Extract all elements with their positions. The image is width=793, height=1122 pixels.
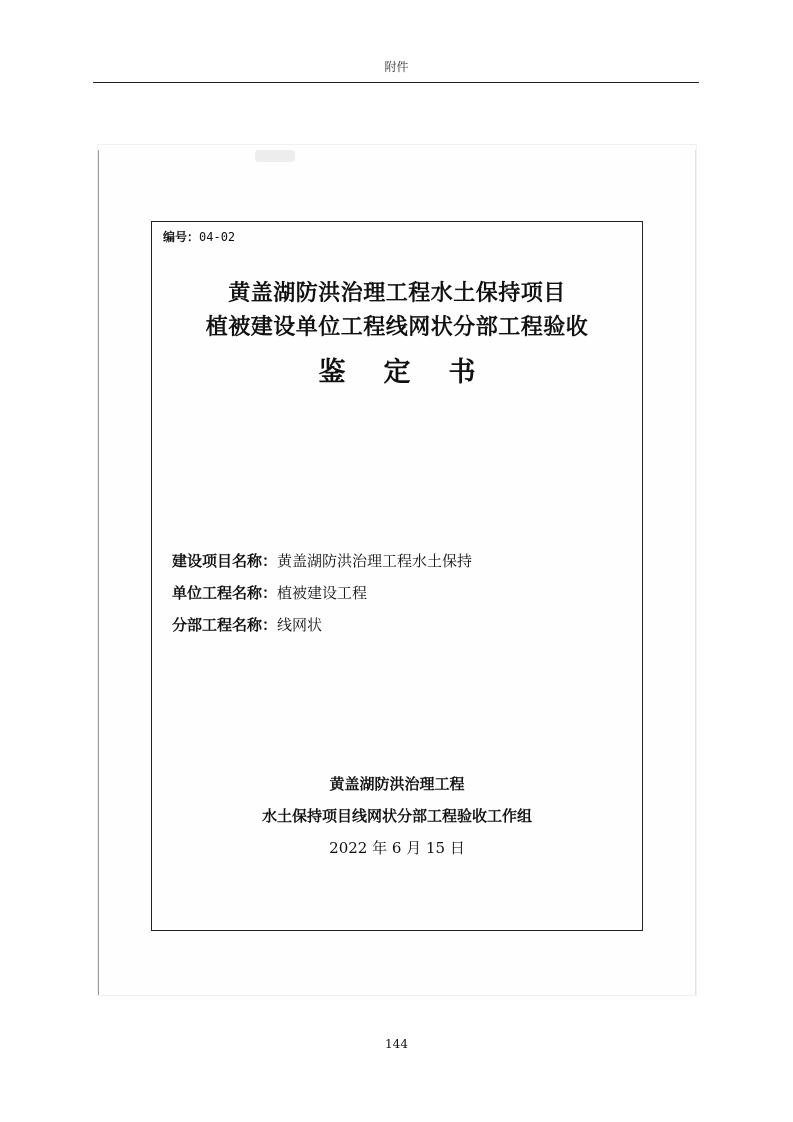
title-line-1: 黄盖湖防洪治理工程水土保持项目 bbox=[228, 281, 566, 306]
field-value: 线网状 bbox=[277, 616, 323, 634]
field-label: 分部工程名称： bbox=[172, 616, 278, 634]
page-number: 144 bbox=[385, 1037, 408, 1051]
field-value: 植被建设工程 bbox=[277, 584, 368, 602]
field-value: 黄盖湖防洪治理工程水土保持 bbox=[277, 552, 473, 570]
scan-right-edge bbox=[695, 150, 696, 995]
header-divider bbox=[93, 82, 699, 83]
field-unit-project-name bbox=[172, 582, 367, 603]
signature-org: 黄盖湖防洪治理工程 bbox=[329, 775, 465, 793]
signature-group: 水土保持项目线网状分部工程验收工作组 bbox=[261, 807, 532, 825]
field-label: 单位工程名称： bbox=[172, 584, 278, 602]
attachment-header: 附件 bbox=[384, 60, 409, 74]
field-project-name bbox=[172, 550, 472, 571]
field-sub-project-name bbox=[172, 614, 322, 635]
scan-left-edge bbox=[98, 150, 99, 995]
document-number-label: 编号： bbox=[163, 230, 200, 244]
scan-smudge bbox=[255, 150, 295, 162]
title-line-3: 鉴定书 bbox=[318, 357, 514, 388]
title-line-2: 植被建设单位工程线网状分部工程验收 bbox=[205, 315, 589, 340]
document-number bbox=[163, 228, 235, 245]
document-number-value: 04-02 bbox=[199, 230, 236, 244]
signature-date: 2022 年 6 月 15 日 bbox=[329, 839, 465, 857]
field-label: 建设项目名称： bbox=[172, 552, 278, 570]
